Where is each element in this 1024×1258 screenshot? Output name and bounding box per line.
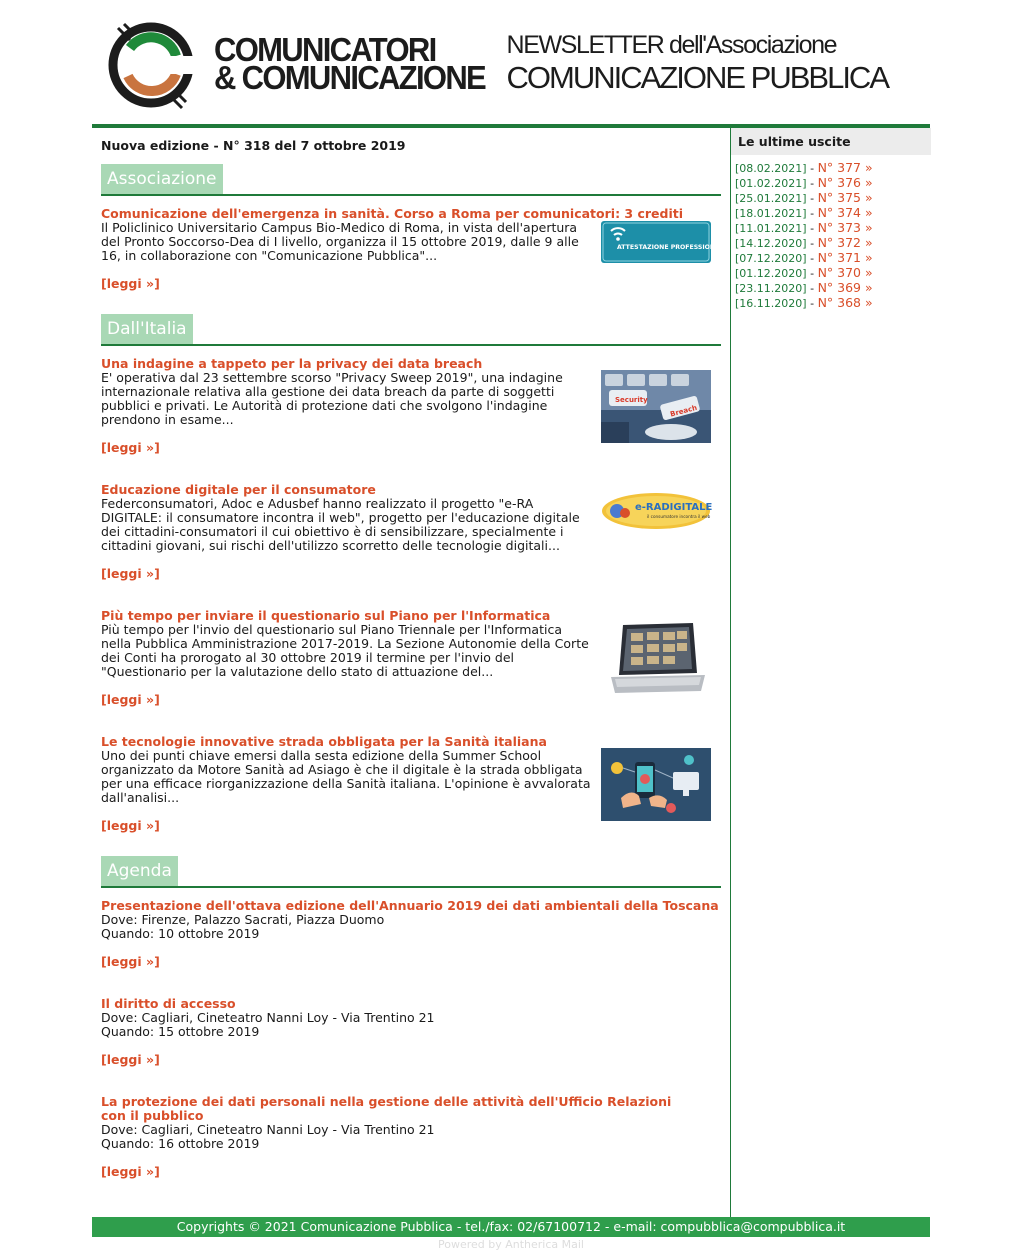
- article-item: [101, 357, 721, 455]
- read-more-link[interactable]: [leggi »]: [101, 954, 160, 969]
- section-divider: [101, 886, 721, 888]
- issue-date: [14.12.2020]: [735, 237, 807, 250]
- article-image[interactable]: [601, 748, 711, 821]
- era-digitale-label: e-RADIGITALE: [635, 502, 713, 513]
- header: [92, 0, 930, 124]
- section-title: Dall'Italia: [101, 314, 193, 344]
- issue-date: [23.11.2020]: [735, 282, 807, 295]
- article-summary: Uno dei punti chiave emersi dalla sesta edizione della Summer School organizzato da Motore Sanità ad Asiago è che il digitale è la strada obbligata per una efficace riorganizzazione della Sanità italiana. L'opinione è avvalorata dall'analisi...: [101, 748, 591, 805]
- article-image[interactable]: [601, 370, 711, 443]
- security-label: Security: [615, 396, 648, 404]
- issue-list: [731, 161, 931, 311]
- logo-mark-icon: [108, 18, 194, 112]
- issue-item[interactable]: [735, 221, 931, 236]
- sidebar-title: Le ultime uscite: [731, 128, 931, 155]
- issue-item[interactable]: [735, 206, 931, 221]
- footer: Copyrights © 2021 Comunicazione Pubblica - tel./fax: 02/67100712 - e-mail: compubblica@compubblica.it: [92, 1217, 930, 1237]
- edition-title: Nuova edizione - N° 318 del 7 ottobre 2019: [101, 138, 406, 153]
- event-date: Quando: 15 ottobre 2019: [101, 1024, 260, 1039]
- newsletter-title-line-2: COMUNICAZIONE PUBBLICA: [506, 60, 888, 95]
- issue-date: [01.02.2021]: [735, 177, 807, 190]
- issue-separator: -: [810, 162, 815, 175]
- issue-link[interactable]: N° 376 »: [817, 175, 873, 190]
- issue-item[interactable]: [735, 176, 931, 191]
- article-title[interactable]: Le tecnologie innovative strada obbligata per la Sanità italiana: [101, 734, 547, 749]
- section-title: Associazione: [101, 164, 223, 194]
- agenda-item: [101, 899, 721, 969]
- event-location: Dove: Cagliari, Cineteatro Nanni Loy - Via Trentino 21: [101, 1010, 435, 1025]
- issue-date: [16.11.2020]: [735, 297, 807, 310]
- attestation-image: [601, 221, 729, 263]
- event-location: Dove: Cagliari, Cineteatro Nanni Loy - Via Trentino 21: [101, 1122, 435, 1137]
- issue-separator: -: [810, 282, 815, 295]
- newsletter: [92, 0, 930, 1251]
- logo-line-1: COMUNICATORI: [214, 31, 436, 68]
- breach-label: Breach: [669, 403, 698, 419]
- era-digitale-tagline: il consumatore incontra il web: [647, 514, 711, 519]
- event-title[interactable]: Il diritto di accesso: [101, 996, 236, 1011]
- issue-link[interactable]: N° 371 »: [817, 250, 873, 265]
- issue-link[interactable]: N° 368 »: [817, 295, 873, 310]
- newsletter-title-line-1: NEWSLETTER dell'Associazione: [506, 31, 837, 59]
- read-more-link[interactable]: [leggi »]: [101, 692, 160, 707]
- section-header-associazione: [101, 164, 721, 196]
- read-more-link[interactable]: [leggi »]: [101, 1164, 160, 1179]
- issue-item[interactable]: [735, 281, 931, 296]
- event-date: Quando: 10 ottobre 2019: [101, 926, 260, 941]
- article-item: [101, 609, 721, 707]
- issue-link[interactable]: N° 369 »: [817, 280, 873, 295]
- section-divider: [101, 194, 721, 196]
- article-item: [101, 206, 729, 291]
- issue-date: [07.12.2020]: [735, 252, 807, 265]
- issue-item[interactable]: [735, 266, 931, 281]
- article-summary: Il Policlinico Universitario Campus Bio-Medico di Roma, in vista dell'apertura del Pronto Soccorso-Dea di I livello, organizza il 15 ottobre 2019, dalle 9 alle 16, in collaborazione con "Comunicazione Pubblica"...: [101, 220, 579, 263]
- issue-item[interactable]: [735, 161, 931, 176]
- section-divider: [101, 344, 721, 346]
- article-image[interactable]: [601, 221, 729, 263]
- issue-date: [18.01.2021]: [735, 207, 807, 220]
- issue-separator: -: [810, 222, 815, 235]
- article-title[interactable]: Educazione digitale per il consumatore: [101, 482, 376, 497]
- section-header-agenda: [101, 856, 721, 888]
- read-more-link[interactable]: [leggi »]: [101, 566, 160, 581]
- article-item: [101, 483, 721, 581]
- event-date: Quando: 16 ottobre 2019: [101, 1136, 260, 1151]
- issue-date: [01.12.2020]: [735, 267, 807, 280]
- issue-separator: -: [810, 267, 815, 280]
- issue-item[interactable]: [735, 191, 931, 206]
- read-more-link[interactable]: [leggi »]: [101, 276, 160, 291]
- issue-item[interactable]: [735, 251, 931, 266]
- agenda-item: [101, 997, 721, 1067]
- event-location: Dove: Firenze, Palazzo Sacrati, Piazza Duomo: [101, 912, 385, 927]
- issue-separator: -: [810, 237, 815, 250]
- article-summary: E' operativa dal 23 settembre scorso "Privacy Sweep 2019", una indagine internazionale relativa alla gestione dei data breach da parte di soggetti pubblici e privati. Le Autorità di protezione dati che svolgono l'indagine prendono in esame...: [101, 370, 563, 427]
- laptop-folders-image: [601, 619, 711, 699]
- issue-link[interactable]: N° 372 »: [817, 235, 873, 250]
- article-image[interactable]: [601, 491, 711, 531]
- agenda-item: [101, 1095, 721, 1179]
- issue-link[interactable]: N° 370 »: [817, 265, 873, 280]
- issue-link[interactable]: N° 374 »: [817, 205, 873, 220]
- digital-health-image: [601, 748, 711, 821]
- powered-by: Powered by Antherica Mail: [437, 1238, 584, 1251]
- article-summary: Più tempo per l'invio del questionario sul Piano Triennale per l'Informatica nella Pubblica Amministrazione 2017-2019. La Sezione Autonomie della Corte dei Conti ha prorogato al 30 ottobre 2019 il termine per l'invio del "Questionario per la valutazione dello stato di attuazione del...: [101, 622, 589, 679]
- event-title[interactable]: Presentazione dell'ottava edizione dell'Annuario 2019 dei dati ambientali della Toscana: [101, 898, 719, 913]
- newsletter-title: [507, 30, 888, 96]
- logo-wordmark: [214, 31, 486, 96]
- issue-item[interactable]: [735, 236, 931, 251]
- issue-link[interactable]: N° 373 »: [817, 220, 873, 235]
- issue-separator: -: [810, 297, 815, 310]
- issue-separator: -: [810, 252, 815, 265]
- issue-separator: -: [810, 207, 815, 220]
- security-breach-image: [601, 370, 711, 443]
- era-digitale-image: [601, 491, 711, 531]
- attestation-label: ATTESTAZIONE PROFESSIONALE: [617, 244, 729, 251]
- article-title[interactable]: Comunicazione dell'emergenza in sanità. Corso a Roma per comunicatori: 3 crediti: [101, 206, 684, 221]
- read-more-link[interactable]: [leggi »]: [101, 440, 160, 455]
- issue-link[interactable]: N° 377 »: [817, 160, 873, 175]
- read-more-link[interactable]: [leggi »]: [101, 818, 160, 833]
- logo-line-2: & COMUNICAZIONE: [214, 59, 486, 96]
- issue-separator: -: [810, 192, 815, 205]
- sidebar: [730, 128, 931, 1217]
- read-more-link[interactable]: [leggi »]: [101, 1052, 160, 1067]
- issue-separator: -: [810, 177, 815, 190]
- issue-link[interactable]: N° 375 »: [817, 190, 873, 205]
- section-title: Agenda: [101, 856, 178, 886]
- issue-item[interactable]: [735, 296, 931, 311]
- issue-date: [11.01.2021]: [735, 222, 807, 235]
- issue-date: [25.01.2021]: [735, 192, 807, 205]
- article-summary: Federconsumatori, Adoc e Adusbef hanno realizzato il progetto "e-RA DIGITALE: il consumatore incontra il web", progetto per l'educazione digitale dei cittadini-consumatori il cui obiettivo è di sensibilizzare, specialmente i cittadini giovani, sui rischi dell'utilizzo scorretto delle tecnologie digitali...: [101, 496, 580, 553]
- article-image[interactable]: [601, 619, 711, 699]
- article-title[interactable]: Più tempo per inviare il questionario sul Piano per l'Informatica: [101, 608, 551, 623]
- article-title[interactable]: Una indagine a tappeto per la privacy dei data breach: [101, 356, 483, 371]
- article-item: [101, 735, 721, 833]
- issue-date: [08.02.2021]: [735, 162, 807, 175]
- section-header-dallitalia: [101, 314, 721, 346]
- event-title[interactable]: La protezione dei dati personali nella gestione delle attività dell'Ufficio Relazioni con il pubblico: [101, 1094, 672, 1123]
